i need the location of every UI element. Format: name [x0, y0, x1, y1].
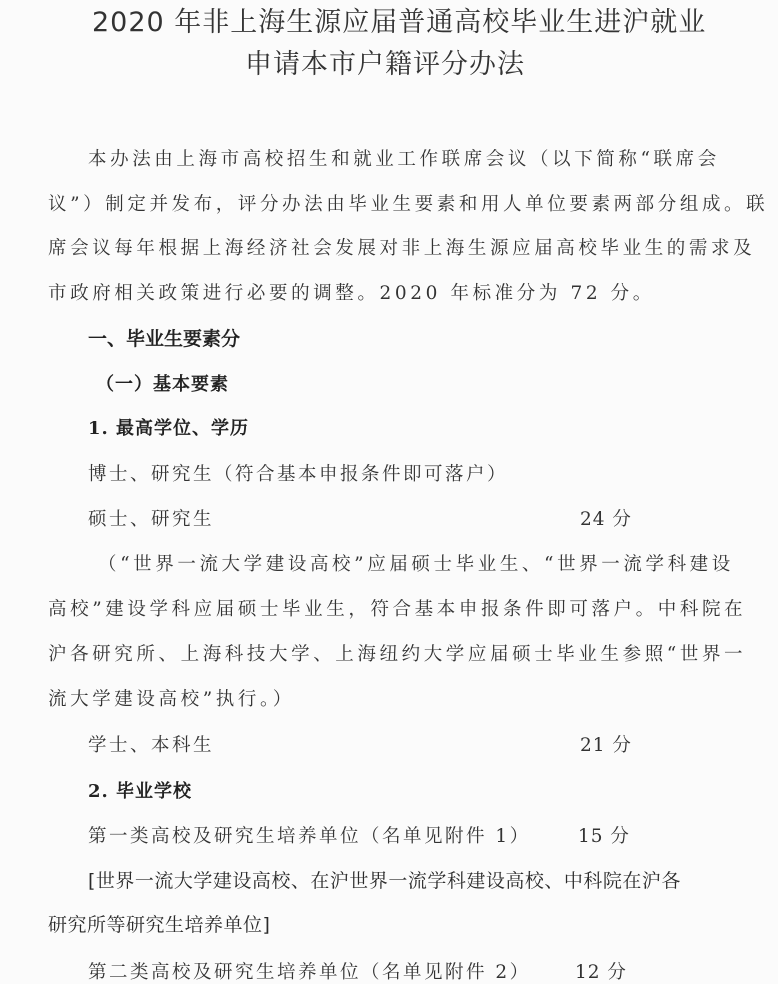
school-tier2: 第二类高校及研究生培养单位（名单见附件 2） [88, 962, 531, 983]
master-note-line-3: 沪各研究所、上海科技大学、上海纽约大学应届硕士毕业生参照“世界一 [48, 644, 747, 665]
school-tier1: 第一类高校及研究生培养单位（名单见附件 1） [88, 826, 531, 847]
tier1-note-line-1: [世界一流大学建设高校、在沪世界一流学科建设高校、中科院在沪各 [88, 870, 681, 892]
document-title-line2: 申请本市户籍评分办法 [245, 49, 525, 80]
item-heading-school: 2. 毕业学校 [88, 781, 193, 802]
section-heading-graduate-factors: 一、毕业生要素分 [88, 328, 241, 350]
school-tier2-score: 12 分 [575, 962, 627, 983]
degree-bachelor: 学士、本科生 [88, 735, 215, 756]
item-heading-degree: 1. 最高学位、学历 [88, 418, 250, 439]
subsection-heading-basic-factors: （一）基本要素 [96, 374, 229, 395]
intro-line-3: 席会议每年根据上海经济社会发展对非上海生源应届高校毕业生的需求及 [48, 238, 756, 259]
intro-line-1: 本办法由上海市高校招生和就业工作联席会议（以下简称“联席会 [88, 149, 720, 170]
master-note-line-2: 高校”建设学科应届硕士毕业生，符合基本申报条件即可落户。中科院在 [48, 599, 747, 620]
school-tier1-score: 15 分 [578, 826, 630, 847]
document-title-line1: 2020 年非上海生源应届普通高校毕业生进沪就业 [92, 7, 707, 38]
tier1-note-line-2: 研究所等研究生培养单位] [48, 914, 271, 936]
master-note-line-4: 流大学建设高校”执行。） [48, 689, 295, 710]
intro-line-2: 议”）制定并发布，评分办法由毕业生要素和用人单位要素两部分组成。联 [48, 194, 769, 215]
degree-bachelor-score: 21 分 [580, 735, 632, 756]
degree-master-score: 24 分 [580, 509, 632, 530]
degree-doctor: 博士、研究生（符合基本申报条件即可落户） [88, 464, 509, 485]
degree-master: 硕士、研究生 [88, 509, 215, 530]
intro-line-4: 市政府相关政策进行必要的调整。2020 年标准分为 72 分。 [48, 283, 655, 304]
master-note-line-1: （“世界一流大学建设高校”应届硕士毕业生、“世界一流学科建设 [98, 554, 734, 575]
